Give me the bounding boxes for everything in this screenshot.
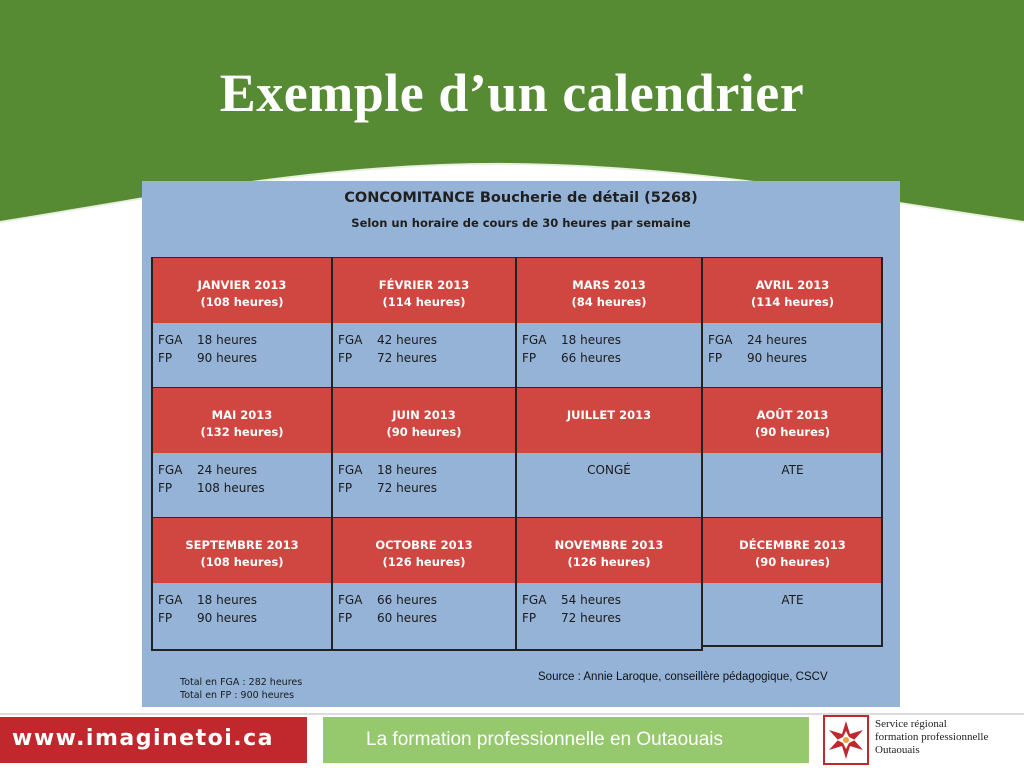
grid-line: [515, 257, 517, 651]
program-code: FP: [708, 351, 723, 365]
month-header: [152, 517, 332, 583]
program-hours: 60 heures: [377, 611, 437, 625]
program-code: FGA: [522, 333, 547, 347]
hours-line: [708, 331, 883, 349]
grid-bottom-line: [702, 645, 883, 647]
total-fga: Total en FGA : 282 heures: [180, 677, 303, 688]
program-hours: 90 heures: [747, 351, 807, 365]
hours-line: [338, 591, 516, 609]
month-header: [332, 257, 516, 323]
hours-line: [158, 609, 332, 627]
program-code: FGA: [708, 333, 733, 347]
hours-line: [522, 609, 702, 627]
hours-line: [338, 609, 516, 627]
total-fp: Total en FP : 900 heures: [180, 690, 295, 701]
grid-line: [151, 257, 153, 651]
program-hours: 18 heures: [197, 593, 257, 607]
month-header: [152, 257, 332, 323]
month-details: [152, 323, 332, 387]
program-code: FGA: [522, 593, 547, 607]
grid-line: [701, 257, 703, 651]
program-hours: 66 heures: [377, 593, 437, 607]
program-code: FP: [158, 351, 173, 365]
month-name: NOVEMBRE 2013: [554, 538, 664, 552]
program-hours: 18 heures: [377, 463, 437, 477]
organization-logo-icon: [822, 714, 870, 766]
calendar-subtitle: Selon un horaire de cours de 30 heures par semaine: [351, 216, 691, 230]
month-name: AOÛT 2013: [756, 408, 829, 422]
month-header: [152, 387, 332, 453]
month-header: [516, 257, 702, 323]
month-details: [516, 453, 702, 517]
program-code: FP: [158, 481, 173, 495]
program-code: FP: [522, 351, 537, 365]
month-hours: (108 heures): [200, 295, 284, 309]
hours-line: [338, 349, 516, 367]
month-note: CONGÉ: [587, 463, 631, 477]
month-details: [702, 583, 883, 647]
program-hours: 72 heures: [377, 481, 437, 495]
hours-line: [158, 331, 332, 349]
grid-line: [881, 257, 883, 647]
hours-line: [338, 479, 516, 497]
month-details: [152, 583, 332, 647]
footer-divider: [0, 713, 1024, 715]
program-hours: 72 heures: [377, 351, 437, 365]
month-details: [332, 323, 516, 387]
month-header: [516, 387, 702, 453]
program-hours: 18 heures: [197, 333, 257, 347]
program-hours: 42 heures: [377, 333, 437, 347]
month-details: [332, 453, 516, 517]
month-hours: (132 heures): [200, 425, 284, 439]
month-details: [702, 323, 883, 387]
month-details: [332, 583, 516, 647]
footer-website-link[interactable]: www.imaginetoi.ca: [12, 726, 275, 751]
month-hours: (90 heures): [386, 425, 462, 439]
hours-line: [522, 349, 702, 367]
hours-line: [708, 349, 883, 367]
month-name: JUILLET 2013: [566, 408, 652, 422]
program-code: FGA: [338, 333, 363, 347]
slide-title: Exemple d’un calendrier: [219, 63, 805, 123]
calendar-panel: [142, 181, 900, 707]
month-name: SEPTEMBRE 2013: [185, 538, 299, 552]
month-name: OCTOBRE 2013: [375, 538, 473, 552]
month-name: JUIN 2013: [392, 408, 456, 422]
grid-line: [331, 257, 333, 651]
month-header: [702, 257, 883, 323]
program-hours: 24 heures: [197, 463, 257, 477]
program-code: FP: [522, 611, 537, 625]
month-name: AVRIL 2013: [755, 278, 830, 292]
calendar-title: CONCOMITANCE Boucherie de détail (5268): [344, 190, 698, 206]
month-hours: (108 heures): [200, 555, 284, 569]
month-header: [702, 517, 883, 583]
hours-line: [158, 479, 332, 497]
month-hours: (84 heures): [571, 295, 647, 309]
month-hours: (90 heures): [754, 425, 830, 439]
program-code: FGA: [158, 593, 183, 607]
month-details: [152, 453, 332, 517]
month-details: [702, 453, 883, 517]
program-hours: 66 heures: [561, 351, 621, 365]
month-note: ATE: [781, 593, 804, 607]
month-note: ATE: [781, 463, 804, 477]
program-code: FP: [338, 351, 353, 365]
month-header: [516, 517, 702, 583]
month-header: [332, 387, 516, 453]
month-hours: (114 heures): [382, 295, 466, 309]
footer-slogan: La formation professionnelle en Outaouais: [366, 729, 724, 750]
program-code: FGA: [338, 463, 363, 477]
hours-line: [158, 591, 332, 609]
month-hours: (114 heures): [750, 295, 834, 309]
org-line-2: formation professionnelle: [875, 731, 989, 743]
month-details: [516, 583, 702, 647]
month-name: MARS 2013: [572, 278, 646, 292]
hours-line: [158, 461, 332, 479]
month-name: FÉVRIER 2013: [378, 278, 470, 292]
program-hours: 72 heures: [561, 611, 621, 625]
org-line-1: Service régional: [875, 718, 947, 730]
hours-line: [522, 331, 702, 349]
program-hours: 24 heures: [747, 333, 807, 347]
month-header: [702, 387, 883, 453]
program-code: FGA: [338, 593, 363, 607]
month-name: MAI 2013: [211, 408, 273, 422]
program-code: FP: [158, 611, 173, 625]
hours-line: [522, 591, 702, 609]
month-hours: (90 heures): [754, 555, 830, 569]
organization-name: [875, 718, 988, 757]
month-details: [516, 323, 702, 387]
calendar-grid: [152, 257, 883, 651]
month-name: DÉCEMBRE 2013: [739, 538, 846, 552]
program-hours: 108 heures: [197, 481, 265, 495]
program-hours: 18 heures: [561, 333, 621, 347]
program-code: FP: [338, 611, 353, 625]
source-credit: Source : Annie Laroque, conseillère pédagogique, CSCV: [538, 671, 828, 683]
month-hours: (126 heures): [567, 555, 651, 569]
program-hours: 90 heures: [197, 351, 257, 365]
month-header: [332, 517, 516, 583]
month-name: JANVIER 2013: [197, 278, 287, 292]
program-code: FGA: [158, 463, 183, 477]
program-code: FP: [338, 481, 353, 495]
hours-line: [338, 331, 516, 349]
program-code: FGA: [158, 333, 183, 347]
month-hours: (126 heures): [382, 555, 466, 569]
hours-line: [158, 349, 332, 367]
org-line-3: Outaouais: [875, 744, 920, 756]
hours-line: [338, 461, 516, 479]
grid-bottom-line: [152, 649, 703, 651]
program-hours: 54 heures: [561, 593, 621, 607]
program-hours: 90 heures: [197, 611, 257, 625]
